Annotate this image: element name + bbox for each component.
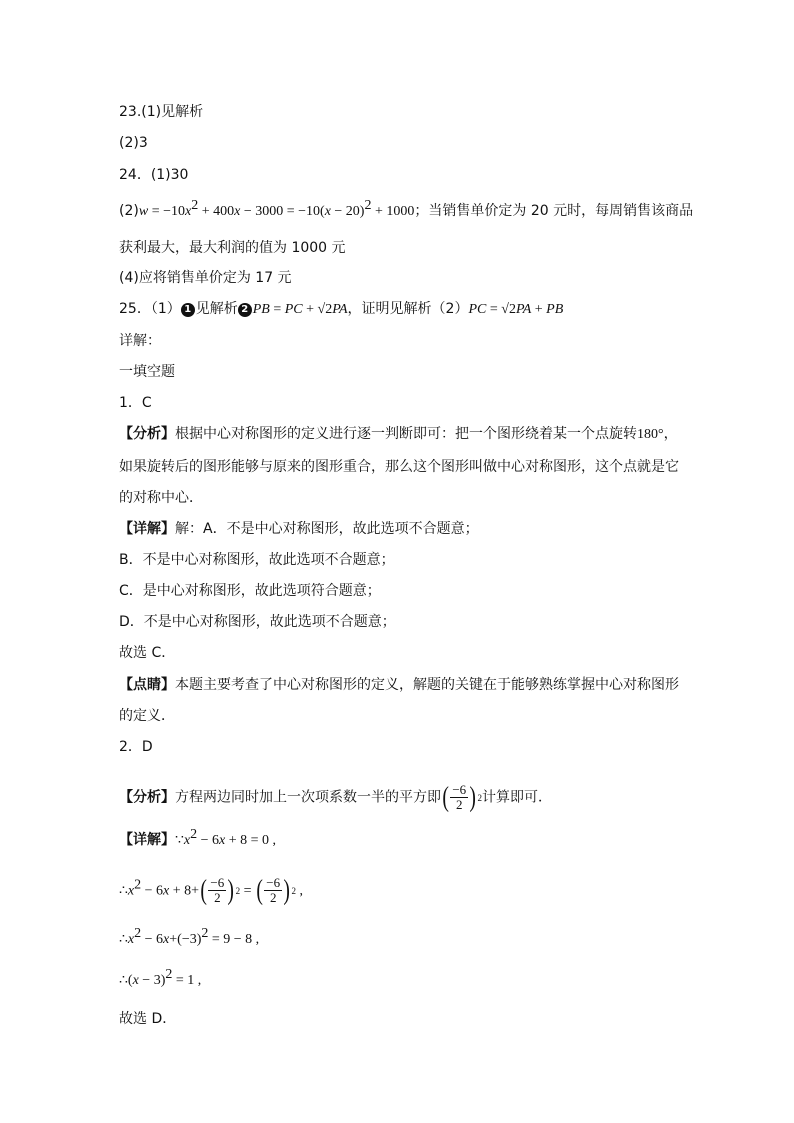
angle-180: 180° xyxy=(637,427,664,442)
q1-choice: 故选 C． xyxy=(119,645,176,661)
q2-analysis: 【分析】方程两边同时加上一次项系数一半的平方即 ( $\frac{-6}{2}$ ) 2 计算即可． xyxy=(119,781,552,813)
q1-analysis-line-1: 【分析】根据中心对称图形的定义进行逐一判断即可：把一个图形绕着某一个点旋转180°， xyxy=(119,426,678,442)
q1-analysis-label: 【分析】 xyxy=(119,426,175,442)
q2-choice: 故选 D． xyxy=(119,1011,177,1027)
section-title: 一填空题 xyxy=(119,364,175,380)
circled-one-icon: 1 xyxy=(181,303,195,317)
q1-comment-line-2: 的定义． xyxy=(119,708,175,724)
q2-analysis-label: 【分析】 xyxy=(119,789,175,806)
q2-detail-line-2: $\therefore x^2 - 6x + 8+$ ( $\frac{-6}{2}$ ) 2 = ( $\frac{-6}{2}$ ) 2 , xyxy=(119,874,303,906)
answer-25-text-2: ，证明见解析（2） xyxy=(347,301,469,317)
circled-two-icon: 2 xyxy=(238,303,252,317)
q2-number: 2．D xyxy=(119,739,153,755)
answer-24-4: (4)应将销售单价定为 17 元 xyxy=(119,270,292,286)
answer-24-2-tail: ；当销售单价定为 20 元时，每周销售该商品 xyxy=(414,203,694,219)
q1-analysis-line-2: 如果旋转后的图形能够与原来的图形重合，那么这个图形叫做中心对称图形，这个点就是它 xyxy=(119,459,679,475)
answer-23-1: 23.(1)见解析 xyxy=(119,104,204,120)
answer-24-1: 24．(1)30 xyxy=(119,167,189,183)
answer-25-formula-1: PB xyxy=(252,302,270,317)
answer-25: 25．（1） 1 见解析 2 PB = PC + √2PA，证明见解析（2）PC = √2PA + PB xyxy=(119,301,564,317)
q2-detail-line-3: $\therefore x^2 - 6x+(-3)^2 = 9 - 8$ , xyxy=(119,926,260,947)
q1-detail-label: 【详解】 xyxy=(119,521,175,537)
q1-detail-c: C．是中心对称图形，故此选项符合题意； xyxy=(119,583,381,599)
answer-24-2: $(2)w = -10x^2 + 400x - 3000 = -10(x - 20)^2 + 1000$；当销售单价定为 20 元时，每周销售该商品 xyxy=(119,198,694,219)
q2-detail-line-1: 【详解】$\because x^2 - 6x + 8 = 0$ , xyxy=(119,827,277,848)
answer-24-2-label: (2) xyxy=(119,203,139,219)
q2-detail-label: 【详解】 xyxy=(119,832,175,848)
answer-25-formula-2: PC xyxy=(468,302,487,317)
q1-detail-d: D．不是中心对称图形，故此选项不合题意； xyxy=(119,614,396,630)
q1-number: 1．C xyxy=(119,395,152,411)
answer-25-text-1: 见解析 xyxy=(195,301,238,317)
answer-24-2-cont: 获利最大，最大利润的值为 1000 元 xyxy=(119,240,346,256)
detail-label: 详解： xyxy=(119,333,161,349)
answer-23-2: (2)3 xyxy=(119,135,148,151)
q2-detail-line-4: ∴(x − 3)$^2$ = 1 , xyxy=(119,967,202,988)
q1-comment-line-1: 【点睛】本题主要考查了中心对称图形的定义，解题的关键在于能够熟练掌握中心对称图形 xyxy=(119,677,679,693)
answer-24-2-formula: w xyxy=(138,204,149,219)
q1-detail-b: B．不是中心对称图形，故此选项不合题意； xyxy=(119,552,395,568)
q1-comment-label: 【点睛】 xyxy=(119,677,175,693)
answer-25-head: 25．（1） xyxy=(119,301,181,317)
q1-analysis-line-3: 的对称中心． xyxy=(119,490,203,506)
q1-detail-a: 【详解】解：A．不是中心对称图形，故此选项不合题意； xyxy=(119,521,479,537)
fraction-neg6-over-2-squared: ( $\frac{-6}{2}$ ) 2 xyxy=(442,781,482,813)
